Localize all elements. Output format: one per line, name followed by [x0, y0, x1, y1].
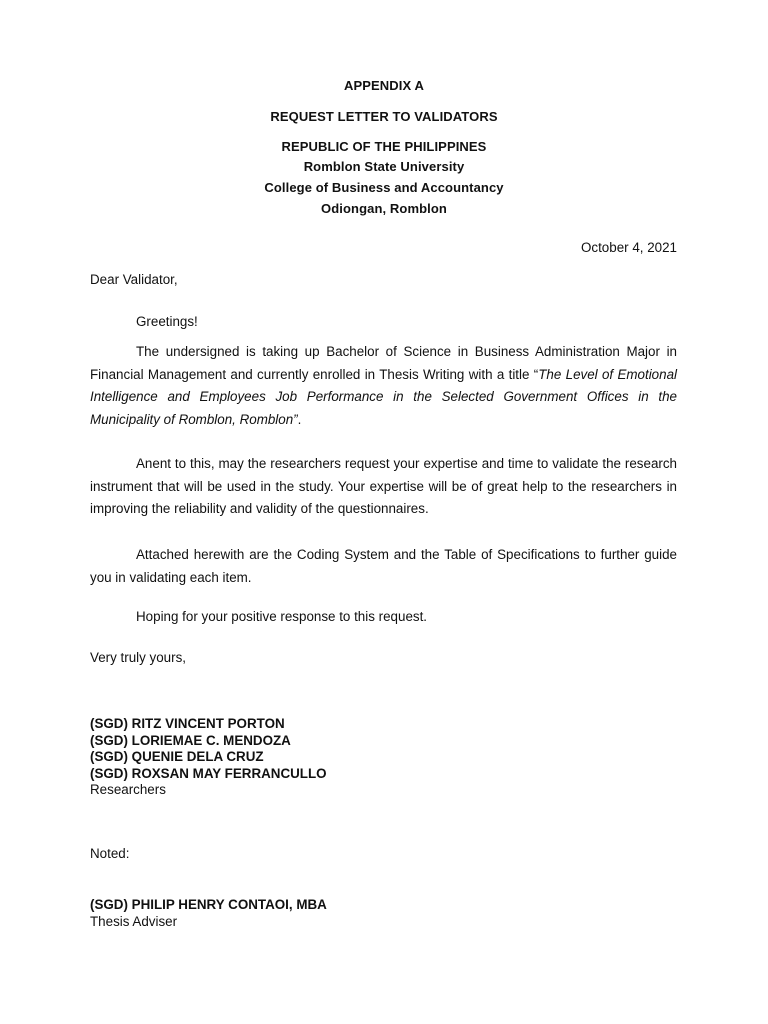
adviser-role: Thesis Adviser — [90, 913, 178, 929]
thesis-title: The Level of Emotional Intelligence and Employees Job Performance in the Selected Government Offices in the Municipality of Romblon, Romblon” — [90, 366, 677, 427]
researcher-name: (SGD) ROXSAN MAY FERRANCULLO — [90, 765, 327, 781]
paragraph-request: Anent to this, may the researchers request your expertise and time to validate the research instrument that will be used in the study. Your expertise will be of great help to the researchers in improving the reliability and validity of the questionnaires. — [90, 456, 677, 516]
college-name: College of Business and Accountancy — [264, 180, 504, 195]
greeting: Greetings! — [136, 314, 198, 329]
letter-title: REQUEST LETTER TO VALIDATORS — [270, 109, 498, 124]
letter-date: October 4, 2021 — [580, 240, 677, 255]
appendix-heading: APPENDIX A — [344, 78, 424, 93]
university-name: Romblon State University — [303, 159, 465, 174]
adviser-signature-block — [90, 897, 327, 930]
researcher-name: (SGD) QUENIE DELA CRUZ — [90, 749, 264, 764]
paragraph-intro-end: . — [297, 411, 302, 427]
republic-heading: REPUBLIC OF THE PHILIPPINES — [281, 139, 487, 154]
location-line: Odiongan, Romblon — [321, 201, 447, 216]
closing: Very truly yours, — [90, 650, 186, 665]
noted-label: Noted: — [90, 846, 130, 861]
adviser-name: (SGD) PHILIP HENRY CONTAOI, MBA — [90, 897, 327, 912]
researcher-name: (SGD) LORIEMAE C. MENDOZA — [90, 732, 291, 748]
paragraph-attachments: Attached herewith are the Coding System and the Table of Specifications to further guide you in validating each item. — [90, 547, 677, 585]
researchers-role: Researchers — [90, 782, 166, 797]
paragraph-intro — [90, 341, 677, 431]
researchers-signature-block — [90, 716, 327, 799]
salutation: Dear Validator, — [90, 272, 178, 287]
paragraph-hoping: Hoping for your positive response to this request. — [136, 609, 428, 624]
researcher-name: (SGD) RITZ VINCENT PORTON — [90, 716, 285, 731]
paragraph-intro-text: The undersigned is taking up Bachelor of Science in Business Administration Major in Financial Management and currently enrolled in Thesis Writing with a title “ — [90, 344, 677, 382]
